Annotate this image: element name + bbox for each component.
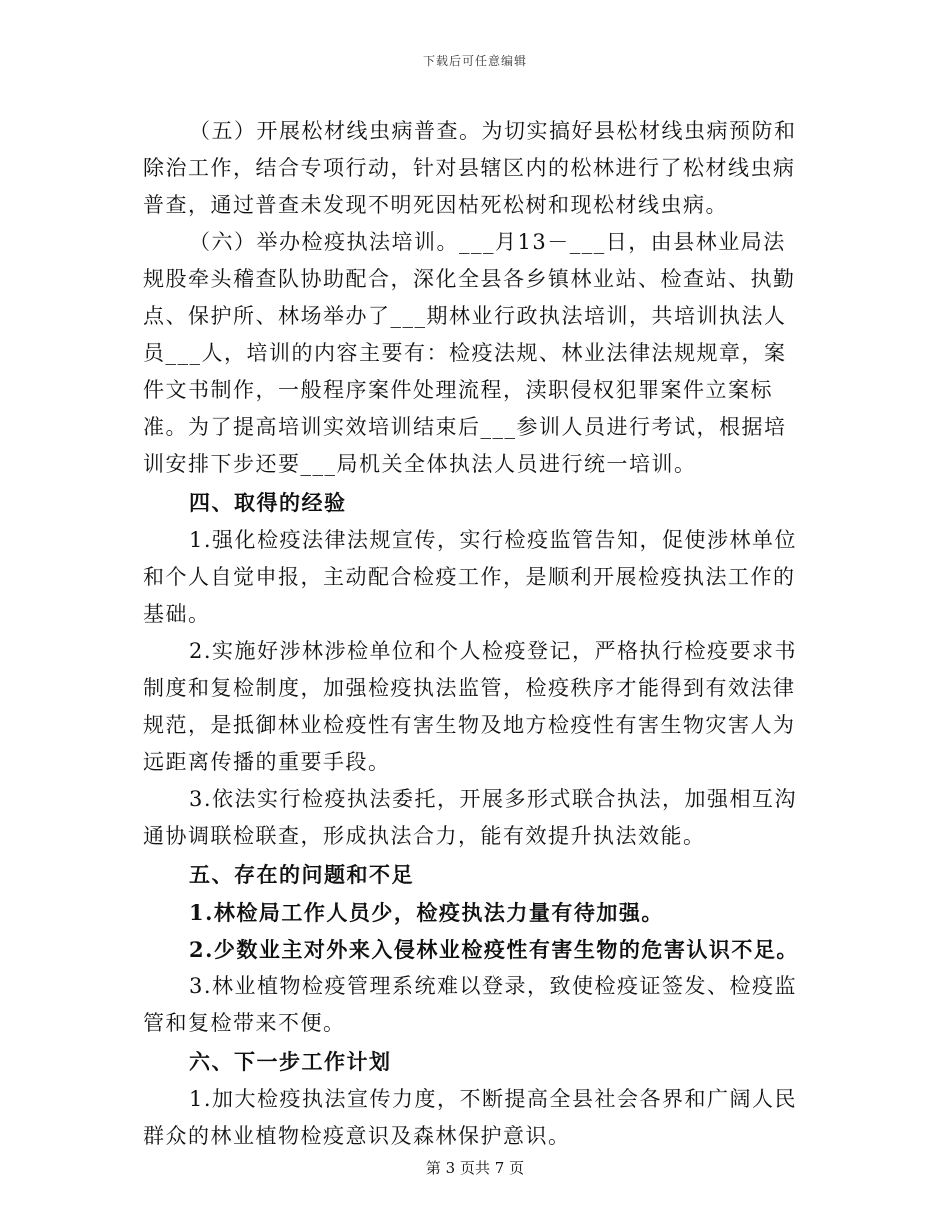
page-footer: 第 3 页共 7 页: [425, 1159, 525, 1177]
problem-item-2: 2.少数业主对外来入侵林业检疫性有害生物的危害认识不足。: [189, 937, 799, 962]
document-body: [143, 113, 805, 1155]
problem-item-3: 3.林业植物检疫管理系统难以登录，致使检疫证签发、检疫监管和复检带来不便。: [143, 974, 798, 1035]
section-heading-problems: 五、存在的问题和不足: [189, 862, 414, 887]
page-header: 下载后可任意编辑: [422, 54, 527, 68]
experience-item-1: 1.强化检疫法律法规宣传，实行检疫监管告知，促使涉林单位和个人自觉申报，主动配合检疫工作，是顺利开展检疫执法工作的基础。: [143, 528, 798, 626]
paragraph-six: （六）举办检疫执法培训。___月13－___日，由县林业局法规股牵头稽查队协助配合，深化全县各乡镇林业站、检查站、执勤点、保护所、林场举办了___期林业行政执法培训，共培训执法人员___人，培训的内容主要有：检疫法规、林业法律法规规章，案件文书制作，一般程序案件处理流程，渎职侵权犯罪案件立案标准。为了提高培训实效培训结束后___参训人员进行考试，根据培训安排下步还要___局机关全体执法人员进行统一培训。: [143, 230, 796, 476]
experience-item-2: 2.实施好涉林涉检单位和个人检疫登记，严格执行检疫要求书制度和复检制度，加强检疫执法监管，检疫秩序才能得到有效法律规范，是抵御林业检疫性有害生物及地方检疫性有害生物灾害人为远距离传播的重要手段。: [143, 639, 798, 774]
experience-item-3: 3.依法实行检疫执法委托，开展多形式联合执法，加强相互沟通协调联检联查，形成执法合力，能有效提升执法效能。: [143, 787, 798, 848]
section-heading-plan: 六、下一步工作计划: [189, 1049, 392, 1074]
paragraph-five: （五）开展松材线虫病普查。为切实搞好县松材线虫病预防和除治工作，结合专项行动，针对县辖区内的松林进行了松材线虫病普查，通过普查未发现不明死因枯死松树和现松材线虫病。: [143, 119, 797, 217]
problem-item-1: 1.林检局工作人员少，检疫执法力量有待加强。: [189, 900, 664, 925]
plan-item-1: 1.加大检疫执法宣传力度，不断提高全县社会各界和广阔人民群众的林业植物检疫意识及森林保护意识。: [143, 1087, 798, 1148]
section-heading-experience: 四、取得的经验: [189, 490, 347, 515]
